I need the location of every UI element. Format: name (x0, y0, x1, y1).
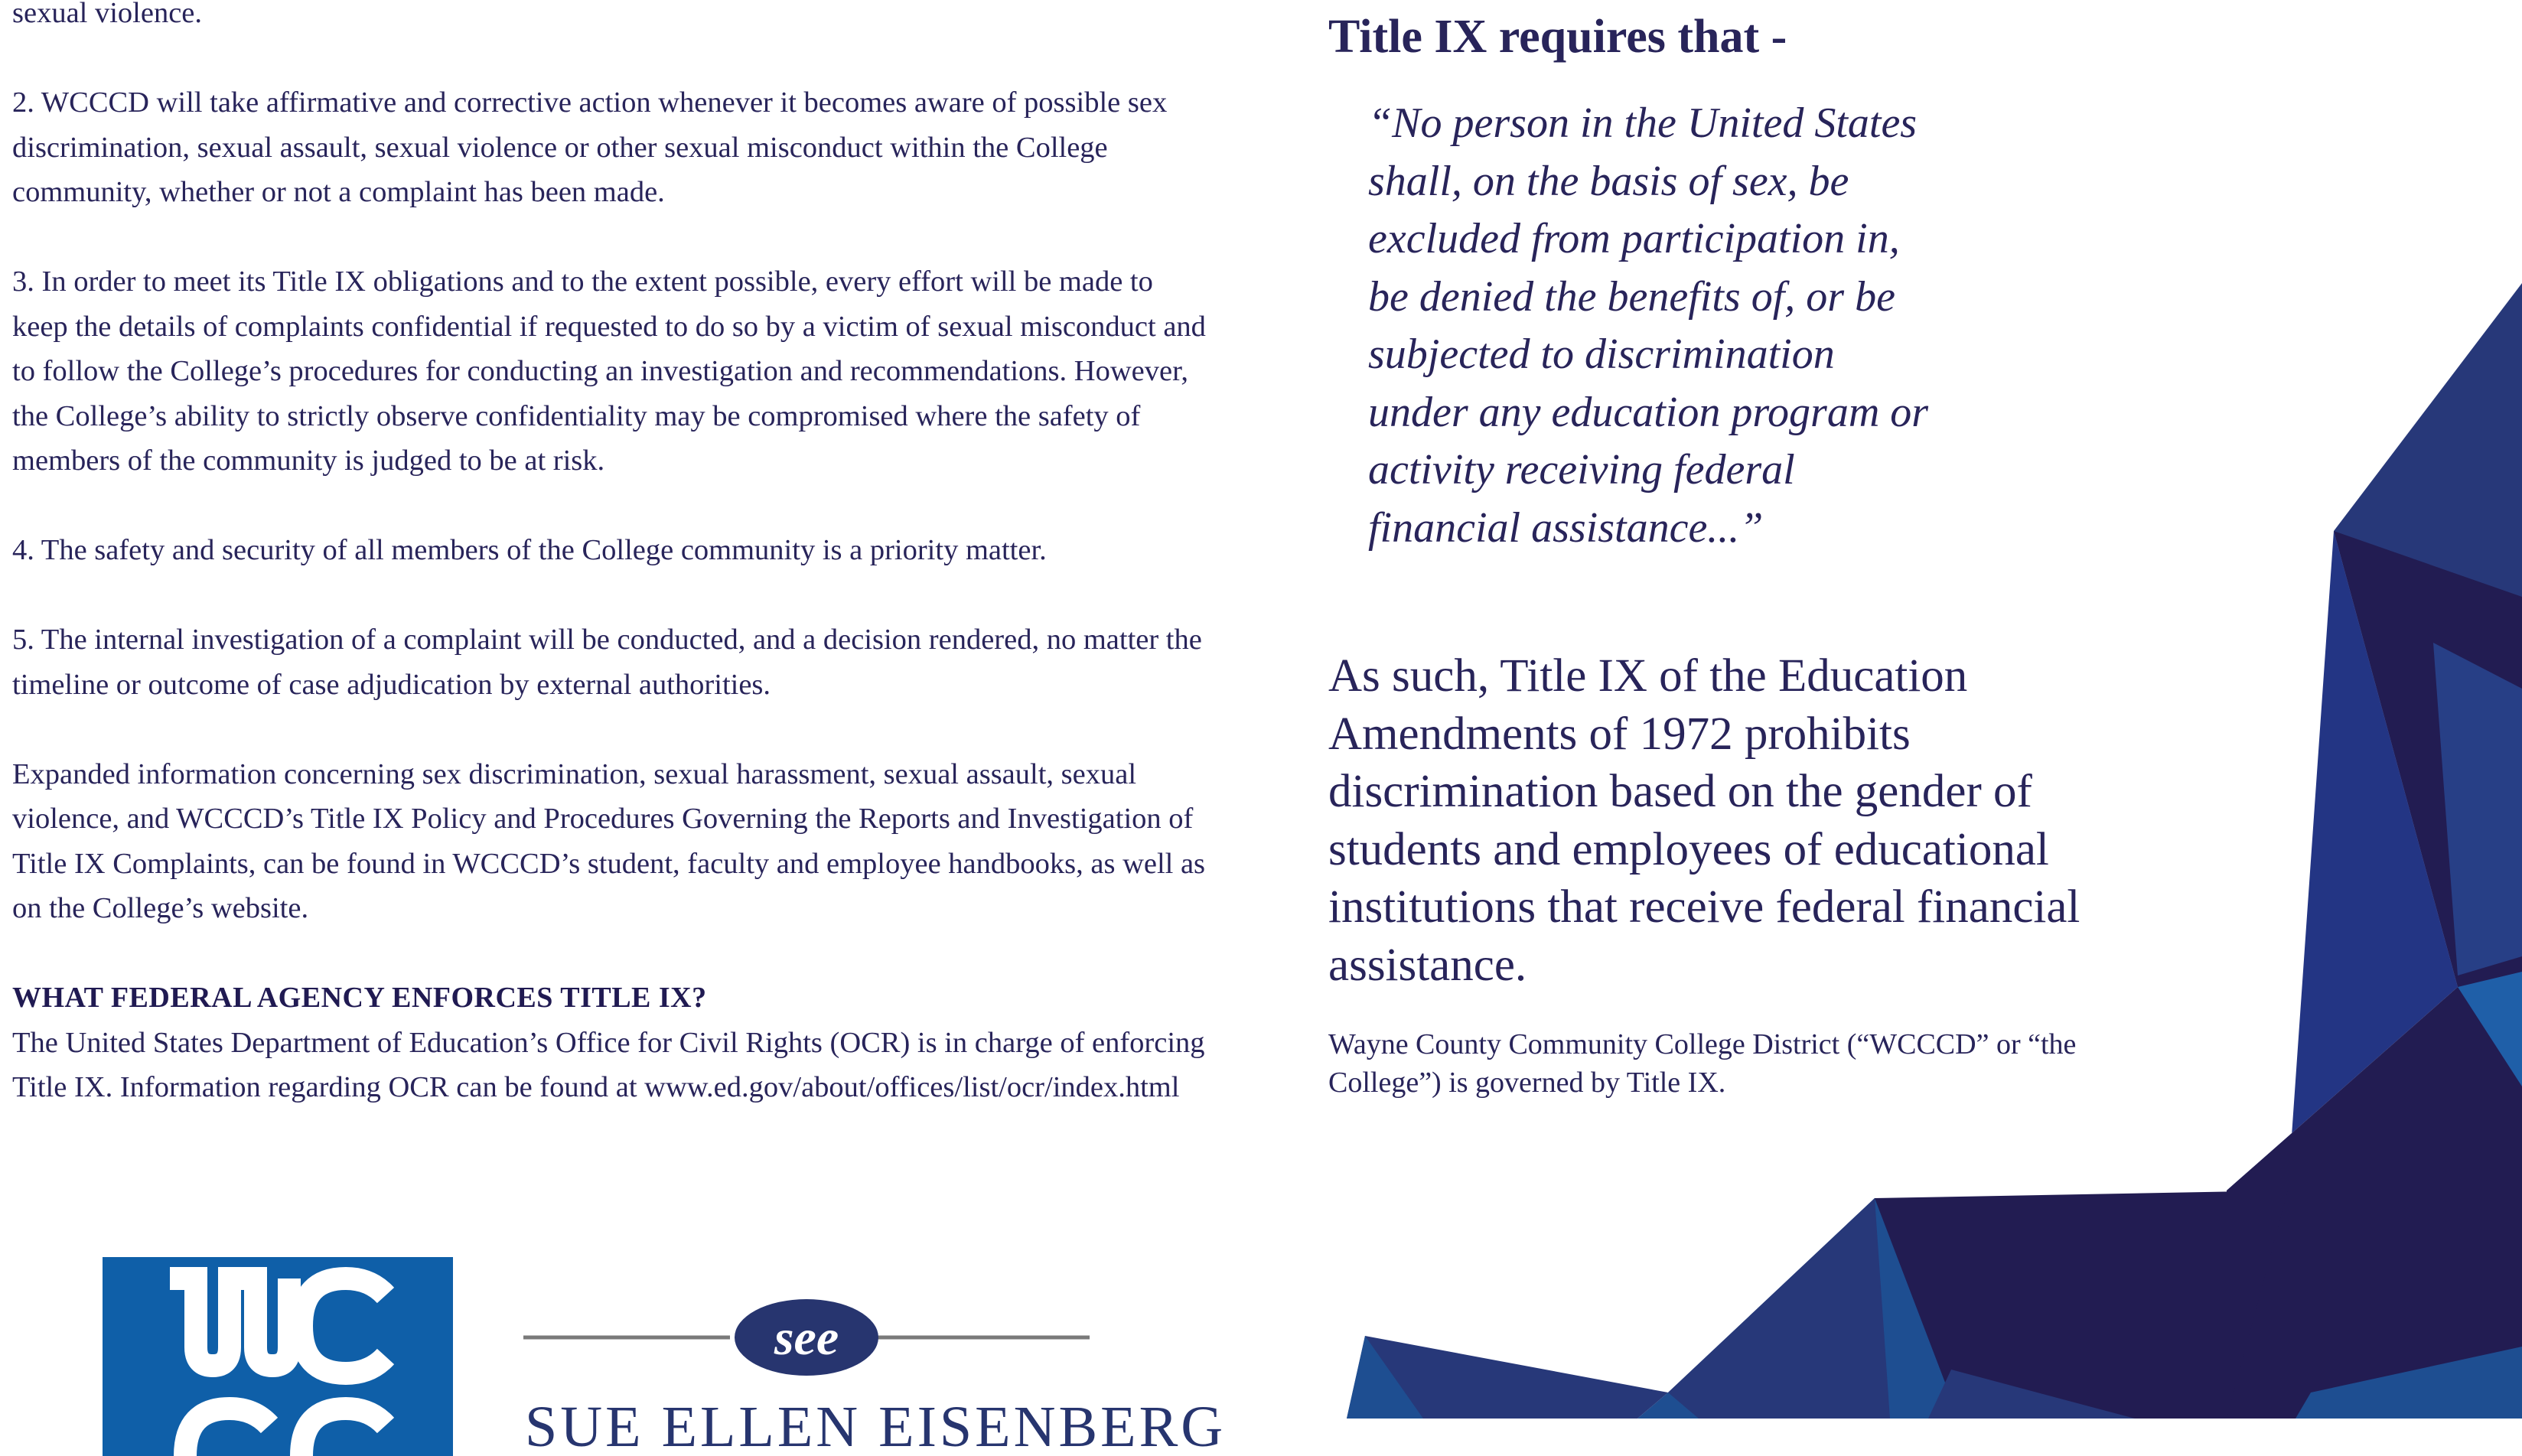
ocr-answer-paragraph: The United States Department of Education’s Office for Civil Rights (OCR) is in charge of enforcing Title IX. Information regarding OCR can be found at www.ed.gov/about/offices/list/ocr/index.html (12, 1026, 1205, 1103)
paragraph-safety-priority: 4. The safety and security of all members of the College community is a priority matter. (12, 534, 1047, 566)
sue-ellen-eisenberg-logo (523, 1293, 1227, 1456)
title-ix-quote: “No person in the United States shall, on the basis of sex, be excluded from participation in, be denied the benefits of, or be subjected to discrimination under any education program or activity receiving federal financial assistance...” (1368, 99, 1929, 552)
left-column (12, 0, 1206, 1110)
paragraph-confidentiality: 3. In order to meet its Title IX obligations and to the extent possible, every effort will be made to keep the details of complaints confidential if requested to do so by a victim of sexual misconduct and to follow the College’s procedures for conducting an investigation and recommendations. However, the College’s ability to strictly observe confidentiality may be compromised where the safety of members of the community is judged to be at risk. (12, 265, 1206, 477)
paragraph-affirmative-action: 2. WCCCD will take affirmative and corrective action whenever it becomes aware of possible sex discrimination, sexual assault, sexual violence or other sexual misconduct within the College community, whether or not a complaint has been made. (12, 86, 1168, 208)
wcccd-governed-statement: Wayne County Community College District (“WCCCD” or “the College”) is governed by Title IX. (1328, 1028, 2077, 1099)
title-ix-summary: As such, Title IX of the Education Amendments of 1972 prohibits discrimination based on the gender of students and employees of educational institutions that receive federal financial assistance. (1328, 650, 2080, 991)
paragraph-internal-investigation: 5. The internal investigation of a complaint will be conducted, and a decision rendered, no matter the timeline or outcome of case adjudication by external authorities. (12, 624, 1202, 701)
paragraph-expanded-information: Expanded information concerning sex discrimination, sexual harassment, sexual assault, sexual violence, and WCCCD’s Title IX Policy and Procedures Governing the Reports and Investigation of Title IX Complaints, can be found in WCCCD’s student, faculty and employee handbooks, as well as on the College’s website. (12, 757, 1206, 924)
federal-agency-heading: WHAT FEDERAL AGENCY ENFORCES TITLE IX? (12, 982, 707, 1014)
see-monogram-text: see (774, 1310, 839, 1366)
see-name-text: SUE ELLEN EISENBERG (525, 1395, 1227, 1456)
wcccd-logo (103, 1257, 453, 1456)
title-ix-requires-heading: Title IX requires that - (1328, 11, 1787, 63)
paragraph-sexual-violence-end: sexual violence. (12, 0, 203, 29)
